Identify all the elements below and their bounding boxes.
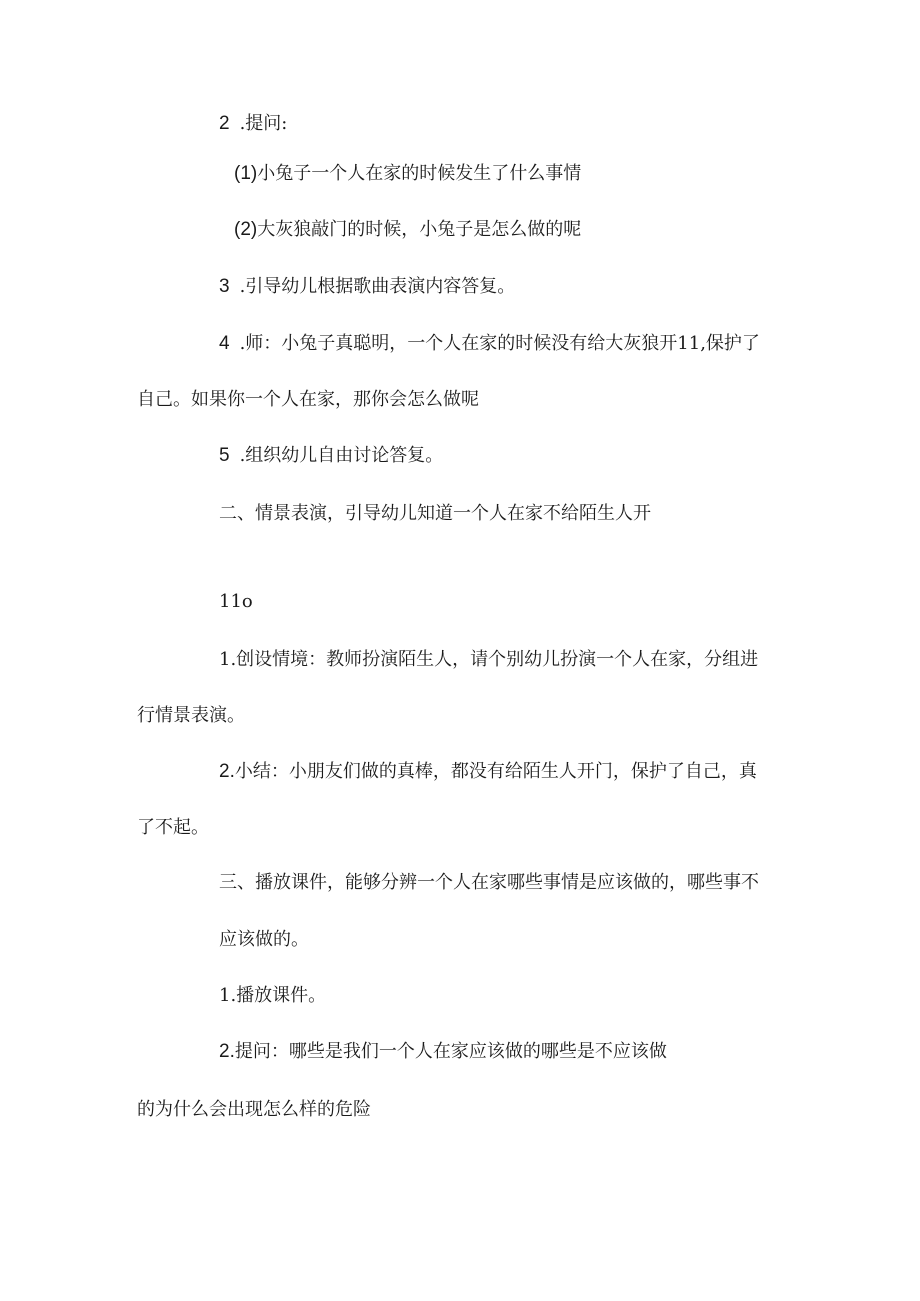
section-text: 应该做的。 [219,929,309,950]
section-3-item-1 [219,984,326,1008]
item-3 [219,275,515,299]
item-2-question [219,112,287,136]
section-2-item-1-continued [137,704,245,728]
section-text: 二、情景表演，引导幼儿知道一个人在家不给陌生人开 [219,503,651,524]
item-number: (2) [234,219,258,240]
section-3-heading-continued [219,928,309,952]
section-text: 11o [219,591,253,612]
sub-question-2 [234,218,581,242]
section-3-heading [219,871,759,895]
item-number: 5 [219,445,230,466]
section-2-heading [219,502,651,526]
section-2-item-2-continued [137,816,209,840]
item-number: 4 [219,333,230,354]
item-text: 小结：小朋友们做的真棒，都没有给陌生人开门，保护了自己，真 [234,761,757,782]
section-3-item-2-continued [137,1098,371,1122]
item-text: 1.播放课件。 [219,985,327,1006]
item-text: 小兔子一个人在家的时候发生了什么事情 [257,163,582,184]
item-text: .提问: [239,113,288,134]
item-text: 行情景表演。 [137,705,245,726]
item-text: 提问：哪些是我们一个人在家应该做的哪些是不应该做 [234,1041,667,1062]
item-4-continued [137,388,479,412]
item-text: .组织幼儿自由讨论答复。 [239,445,444,466]
item-text: 了不起。 [137,817,209,838]
section-2-item-1 [219,648,758,672]
section-2-item-2 [219,760,757,784]
item-number: (1) [234,163,258,184]
item-text: 1.创设情境：教师扮演陌生人，请个别幼儿扮演一个人在家，分组进 [219,649,759,670]
item-number: 2 [219,113,230,134]
item-text: .引导幼儿根据歌曲表演内容答复。 [239,276,516,297]
sub-question-1 [234,162,581,186]
item-text: 的为什么会出现怎么样的危险 [137,1099,371,1120]
section-3-item-2 [219,1040,667,1064]
item-text: .师：小兔子真聪明，一个人在家的时候没有给大灰狼开11,保护了 [239,333,760,354]
item-number: 2. [219,761,235,782]
section-text: 三、播放课件，能够分辨一个人在家哪些事情是应该做的，哪些事不 [219,872,759,893]
item-number: 2. [219,1041,235,1062]
item-4 [219,332,760,356]
item-text: 自己。如果你一个人在家，那你会怎么做呢 [137,389,479,410]
section-2-heading-continued [219,590,253,614]
item-5 [219,444,443,468]
item-number: 3 [219,276,230,297]
item-text: 大灰狼敲门的时候，小兔子是怎么做的呢 [257,219,582,240]
